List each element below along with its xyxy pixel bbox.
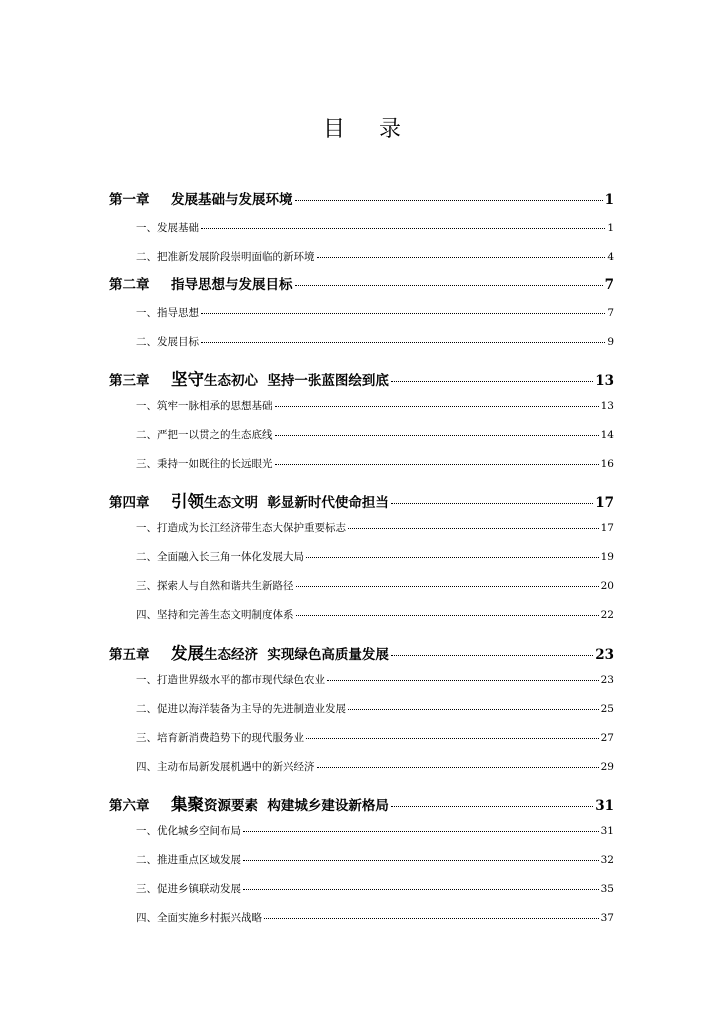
- dot-leader: [275, 464, 599, 465]
- dot-leader: [243, 889, 599, 890]
- page-number: 20: [600, 580, 614, 592]
- title-char-1: 目: [322, 117, 345, 142]
- page-title: [0, 112, 724, 143]
- toc-section-row[interactable]: [136, 249, 614, 264]
- page-number: 1: [607, 222, 614, 234]
- section-title: 一、优化城乡空间布局: [136, 825, 241, 837]
- dot-leader: [264, 918, 599, 919]
- dot-leader: [295, 285, 603, 286]
- toc-chapter-row[interactable]: [109, 366, 614, 390]
- section-title: 四、坚持和完善生态文明制度体系: [136, 609, 294, 621]
- dot-leader: [348, 709, 599, 710]
- section-title: 一、指导思想: [136, 307, 199, 319]
- dot-leader: [296, 586, 599, 587]
- toc-section-row[interactable]: [136, 398, 614, 413]
- page-number: 35: [600, 883, 614, 895]
- section-title: 二、促进以海洋装备为主导的先进制造业发展: [136, 703, 346, 715]
- dot-leader: [391, 806, 593, 807]
- section-title: 三、探索人与自然和谐共生新路径: [136, 580, 294, 592]
- page-number: 37: [600, 912, 614, 924]
- chapter-number: 第五章: [109, 647, 150, 663]
- title-char-2: 录: [379, 117, 402, 142]
- toc-section-row[interactable]: [136, 305, 614, 320]
- dot-leader: [243, 831, 599, 832]
- section-title: 一、筑牢一脉相承的思想基础: [136, 400, 273, 412]
- page-number: 31: [595, 798, 614, 814]
- page-number: 23: [595, 647, 614, 663]
- chapter-title: [109, 273, 293, 293]
- page-number: 25: [600, 703, 614, 715]
- page-number: 29: [600, 761, 614, 773]
- chapter-title: [109, 366, 389, 390]
- page-number: 7: [604, 277, 614, 293]
- dot-leader: [201, 228, 605, 229]
- page-number: 1: [604, 192, 614, 208]
- chapter-title: [109, 188, 293, 208]
- toc-section-row[interactable]: [136, 427, 614, 442]
- section-title: 三、培育新消费趋势下的现代服务业: [136, 732, 304, 744]
- dot-leader: [201, 313, 605, 314]
- page-number: 4: [607, 251, 614, 263]
- toc-chapter-row[interactable]: [109, 791, 614, 815]
- dot-leader: [391, 655, 593, 656]
- toc-section-row[interactable]: [136, 852, 614, 867]
- page-number: 13: [600, 400, 614, 412]
- page-number: 9: [607, 336, 614, 348]
- chapter-emphasis: 发展: [171, 644, 204, 663]
- toc-section-row[interactable]: [136, 220, 614, 235]
- section-title: 四、主动布局新发展机遇中的新兴经济: [136, 761, 315, 773]
- chapter-heading-text: 生态经济 实现绿色高质量发展: [204, 647, 389, 663]
- page-number: 23: [600, 674, 614, 686]
- toc-section-row[interactable]: [136, 701, 614, 716]
- toc-chapter-row[interactable]: [109, 640, 614, 664]
- dot-leader: [275, 406, 599, 407]
- toc-chapter-row[interactable]: [109, 188, 614, 208]
- chapter-emphasis: 集聚: [171, 795, 204, 814]
- chapter-title: [109, 640, 389, 664]
- chapter-title: [109, 488, 389, 512]
- dot-leader: [317, 767, 599, 768]
- toc-section-row[interactable]: [136, 334, 614, 349]
- toc-section-row[interactable]: [136, 730, 614, 745]
- chapter-number: 第二章: [109, 277, 150, 293]
- section-title: 四、全面实施乡村振兴战略: [136, 912, 262, 924]
- section-title: 三、促进乡镇联动发展: [136, 883, 241, 895]
- page-number: 27: [600, 732, 614, 744]
- chapter-heading-text: 指导思想与发展目标: [171, 277, 293, 293]
- page-number: 19: [600, 551, 614, 563]
- page-number: 22: [600, 609, 614, 621]
- toc-section-row[interactable]: [136, 456, 614, 471]
- page-number: 16: [600, 458, 614, 470]
- section-title: 一、打造成为长江经济带生态大保护重要标志: [136, 522, 346, 534]
- dot-leader: [391, 503, 593, 504]
- chapter-number: 第三章: [109, 373, 150, 389]
- dot-leader: [317, 257, 606, 258]
- dot-leader: [295, 200, 603, 201]
- toc-section-row[interactable]: [136, 607, 614, 622]
- dot-leader: [201, 342, 605, 343]
- section-title: 二、严把一以贯之的生态底线: [136, 429, 273, 441]
- section-title: 二、推进重点区域发展: [136, 854, 241, 866]
- section-title: 三、秉持一如既往的长远眼光: [136, 458, 273, 470]
- section-title: 二、发展目标: [136, 336, 199, 348]
- section-title: 一、发展基础: [136, 222, 199, 234]
- page-number: 17: [595, 495, 614, 511]
- chapter-title: [109, 791, 389, 815]
- chapter-heading-text: 生态文明 彰显新时代使命担当: [204, 495, 389, 511]
- toc-section-row[interactable]: [136, 672, 614, 687]
- section-title: 一、打造世界级水平的都市现代绿色农业: [136, 674, 325, 686]
- toc-section-row[interactable]: [136, 578, 614, 593]
- toc-section-row[interactable]: [136, 910, 614, 925]
- toc-section-row[interactable]: [136, 881, 614, 896]
- dot-leader: [327, 680, 599, 681]
- toc-section-row[interactable]: [136, 759, 614, 774]
- dot-leader: [243, 860, 599, 861]
- chapter-heading-text: 发展基础与发展环境: [171, 192, 293, 208]
- section-title: 二、把准新发展阶段崇明面临的新环境: [136, 251, 315, 263]
- page-number: 17: [600, 522, 614, 534]
- chapter-number: 第六章: [109, 798, 150, 814]
- dot-leader: [306, 557, 599, 558]
- chapter-heading-text: 资源要素 构建城乡建设新格局: [204, 798, 389, 814]
- section-title: 二、全面融入长三角一体化发展大局: [136, 551, 304, 563]
- toc-section-row[interactable]: [136, 823, 614, 838]
- chapter-number: 第一章: [109, 192, 150, 208]
- toc-section-row[interactable]: [136, 520, 614, 535]
- toc-chapter-row[interactable]: [109, 488, 614, 512]
- chapter-emphasis: 引领: [171, 492, 204, 511]
- page-number: 14: [600, 429, 614, 441]
- dot-leader: [275, 435, 599, 436]
- dot-leader: [306, 738, 599, 739]
- page-number: 31: [600, 825, 614, 837]
- page-number: 32: [600, 854, 614, 866]
- toc-chapter-row[interactable]: [109, 273, 614, 293]
- dot-leader: [391, 381, 593, 382]
- toc-section-row[interactable]: [136, 549, 614, 564]
- chapter-number: 第四章: [109, 495, 150, 511]
- dot-leader: [348, 528, 599, 529]
- chapter-emphasis: 坚守: [171, 370, 204, 389]
- page-number: 7: [607, 307, 614, 319]
- chapter-heading-text: 生态初心 坚持一张蓝图绘到底: [204, 373, 389, 389]
- page-number: 13: [595, 373, 614, 389]
- dot-leader: [296, 615, 599, 616]
